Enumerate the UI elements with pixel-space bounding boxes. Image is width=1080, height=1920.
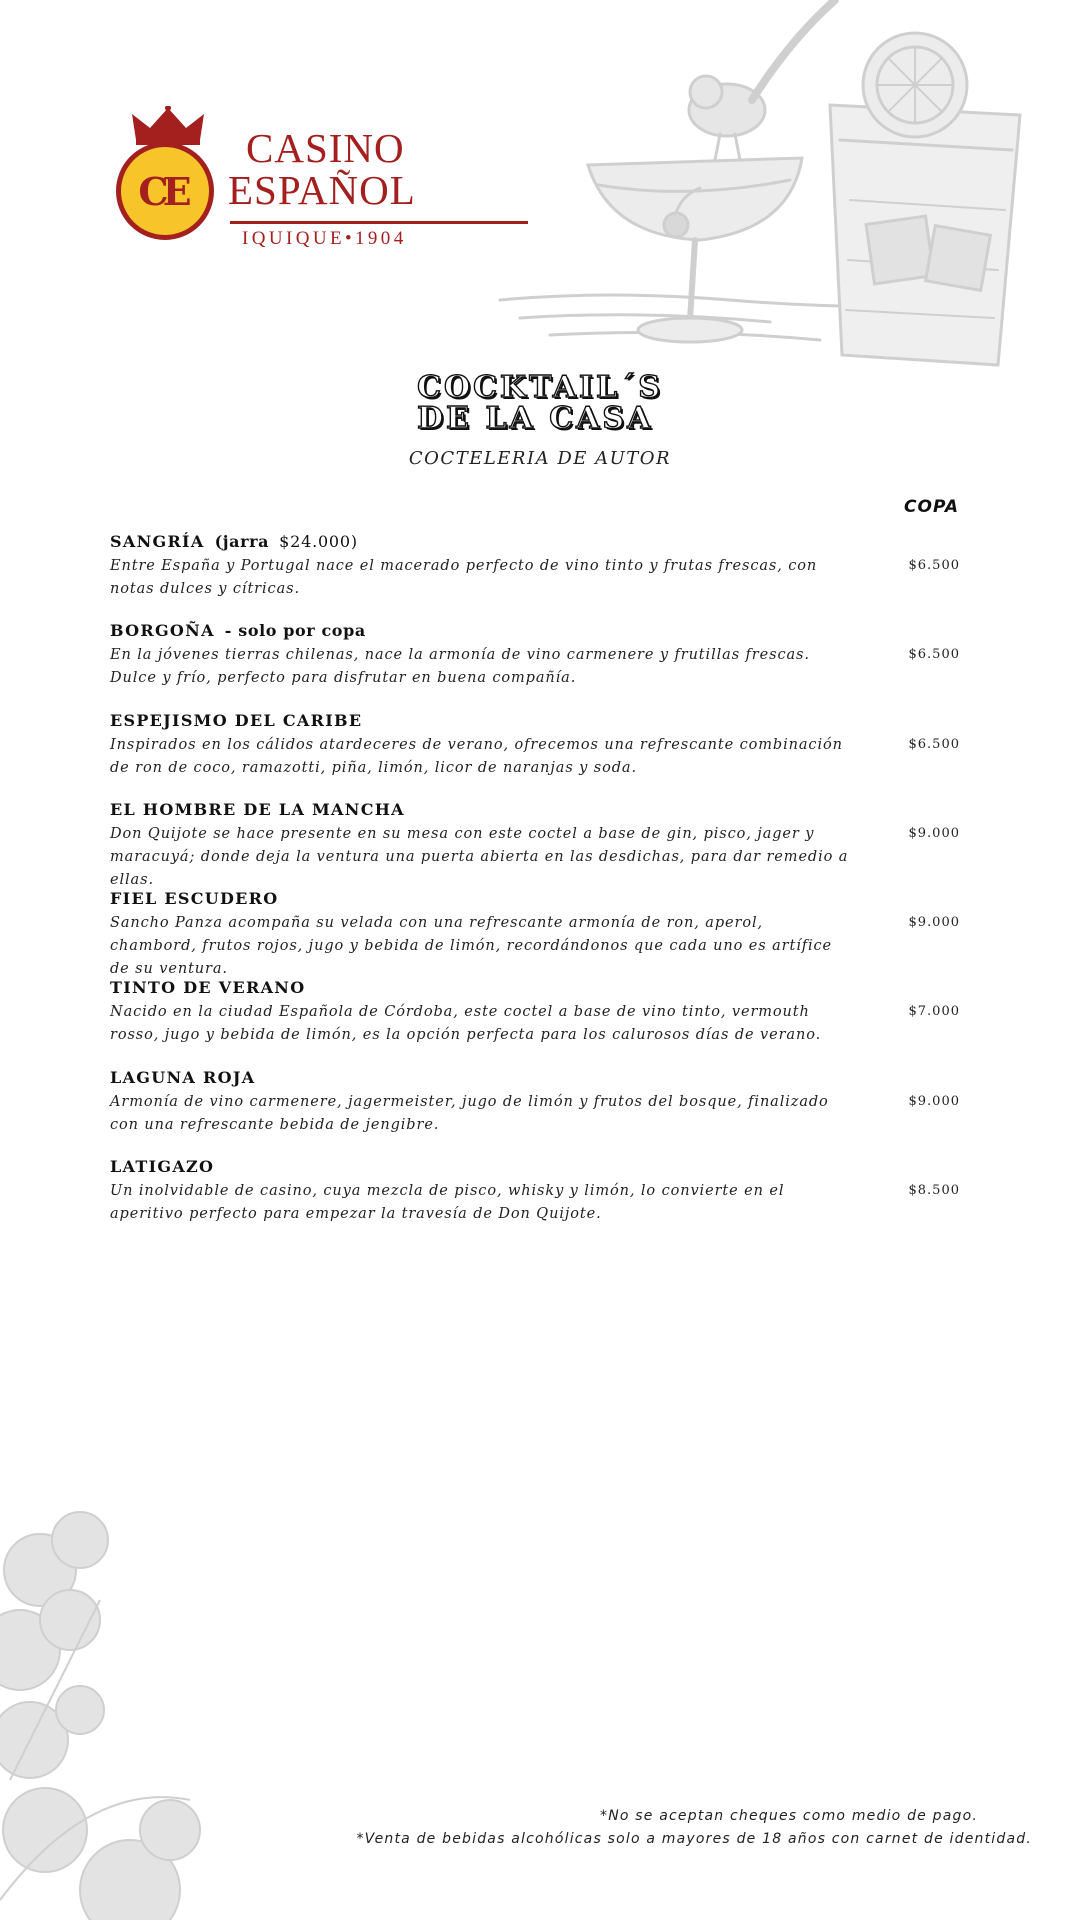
menu-item: [110, 1157, 960, 1246]
menu-item-price: $7.000: [908, 1004, 960, 1020]
floral-illustration: [0, 1500, 210, 1920]
menu-item-name: TINTO DE VERANO: [110, 978, 306, 998]
menu-item-name: EL HOMBRE DE LA MANCHA: [110, 799, 405, 819]
menu-item-description: Armonía de vino carmenere, jagermeister, jugo de limón y frutos del bosque, finalizado con una refrescante bebida de jengibre.: [110, 1093, 829, 1133]
crown-icon: [130, 106, 206, 146]
menu-item-note: (jarra: [214, 532, 270, 551]
menu-item-price: $8.500: [908, 1183, 960, 1199]
menu-item-name: LAGUNA ROJA: [110, 1067, 256, 1087]
casino-espanol-logo: [112, 106, 422, 256]
menu-title-line1: COCKTAIL´S: [417, 370, 663, 405]
menu-item-description: Sancho Panza acompaña su velada con una refrescante armonía de ron, aperol, chambord, frutos rojos, jugo y bebida de limón, recordándonos que cada uno es artífice de su ventura.: [110, 915, 833, 978]
menu-item-description: Entre España y Portugal nace el macerado perfecto de vino tinto y frutas frescas, con notas dulces y cítricas.: [110, 558, 818, 597]
menu-item-name: LATIGAZO: [110, 1157, 215, 1177]
menu-item-price: $9.000: [908, 825, 960, 841]
menu-item: [110, 1068, 960, 1157]
menu-item-name: BORGOÑA - solo por copa: [110, 621, 366, 641]
logo-seal: [116, 142, 214, 240]
menu-item: [110, 621, 960, 710]
menu-title-block: [0, 372, 1080, 469]
logo-brand-line2: ESPAÑOL: [228, 167, 416, 213]
logo-divider: [230, 221, 528, 224]
menu-item-description: En la jóvenes tierras chilenas, nace la armonía de vino carmenere y frutillas frescas. Dulce y frío, perfecto para disfrutar en buena compañía.: [110, 647, 810, 687]
menu-item-price: $9.000: [908, 915, 960, 931]
menu-item-description: Un inolvidable de casino, cuya mezcla de pisco, whisky y limón, lo convierte en el aperitivo perfecto para empezar la travesía de Don Quijote.: [110, 1183, 785, 1223]
cocktail-list: [110, 532, 960, 1246]
menu-item-name: SANGRÍA (jarra $24.000): [110, 532, 358, 551]
menu-item: [110, 978, 960, 1067]
menu-item-note: - solo por copa: [224, 621, 366, 641]
menu-subtitle: COCTELERIA DE AUTOR: [408, 448, 672, 469]
menu-item-description: Inspirados en los cálidos atardeceres de verano, ofrecemos una refrescante combinación de ron de coco, ramazotti, piña, limón, licor de naranjas y soda.: [110, 736, 843, 776]
menu-item-name: ESPEJISMO DEL CARIBE: [110, 710, 363, 730]
footer-note-cheques: *No se aceptan cheques como medio de pago.: [600, 1808, 978, 1824]
menu-item-price: $6.500: [908, 647, 960, 663]
logo-tagline: IQUIQUE•1904: [242, 228, 407, 249]
price-column-header: COPA: [904, 497, 959, 517]
menu-item-description: Don Quijote se hace presente en su mesa con este coctel a base de gin, pisco, jager y maracuyá; donde deja la ventura una puerta abierta en las desdichas, para dar remedio a ellas.: [110, 825, 849, 888]
menu-item: [110, 532, 960, 621]
menu-title-line2: DE LA CASA: [417, 401, 654, 436]
menu-item-name: FIEL ESCUDERO: [110, 889, 279, 909]
menu-item: [110, 711, 960, 800]
menu-item-note-price: $24.000): [279, 532, 358, 551]
cocktail-illustration: [490, 0, 1080, 370]
menu-item: [110, 889, 960, 978]
menu-item-price: $6.500: [908, 736, 960, 752]
menu-title: [417, 372, 663, 434]
menu-item: [110, 800, 960, 889]
footer-note-age: *Venta de bebidas alcohólicas solo a mayores de 18 años con carnet de identidad.: [356, 1831, 1032, 1847]
logo-monogram: CE: [138, 168, 186, 214]
footer-notes: [356, 1805, 1032, 1851]
menu-item-price: $6.500: [908, 558, 960, 573]
logo-brand-line1: CASINO: [246, 125, 405, 171]
menu-item-description: Nacido en la ciudad Española de Córdoba, este coctel a base de vino tinto, vermouth rosso, jugo y bebida de limón, es la opción perfecta para los calurosos días de verano.: [110, 1004, 822, 1044]
menu-item-price: $9.000: [908, 1093, 960, 1109]
